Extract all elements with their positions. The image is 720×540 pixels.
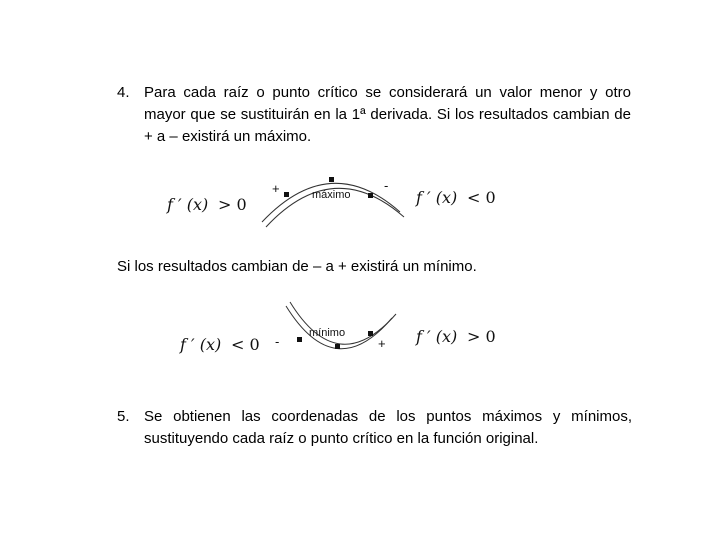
max-left-condition-fx: f ′ (x) (167, 195, 209, 214)
step-4-text: Para cada raíz o punto crítico se considerará un valor menor y otro mayor que se sustituirán en la 1ª derivada. Si los resultados cambian de + a – existirá un máximo. (144, 84, 631, 145)
step-5-number: 5. (117, 408, 130, 425)
min-point-right (368, 331, 373, 336)
min-left-condition-relation: < 0 (231, 335, 260, 354)
max-right-condition-relation: < 0 (467, 188, 496, 207)
min-right-condition-relation: > 0 (467, 327, 496, 346)
max-point-top (329, 177, 334, 182)
max-point-left (284, 192, 289, 197)
max-right-sign: - (384, 178, 389, 193)
max-right-condition-fx: f ′ (x) (416, 188, 458, 207)
min-left-sign: - (275, 334, 280, 349)
step-4-number: 4. (117, 84, 130, 101)
max-left-condition-relation: > 0 (218, 195, 247, 214)
step-5 (117, 406, 637, 456)
step-5-text: Se obtienen las coordenadas de los puntos máximos y mínimos, sustituyendo cada raíz o punto crítico en la función original. (144, 408, 632, 447)
maximo-diagram (166, 177, 496, 227)
min-right-condition-fx: f ′ (x) (416, 327, 458, 346)
min-point-left (297, 337, 302, 342)
minimo-rule-text: Si los resultados cambian de – a + existirá un mínimo. (117, 258, 477, 275)
max-label: máximo (312, 189, 351, 201)
minimo-diagram (179, 302, 496, 354)
min-right-sign: + (378, 336, 386, 351)
min-label: mínimo (309, 327, 346, 339)
min-point-bottom (335, 344, 340, 349)
max-left-sign: + (272, 181, 280, 196)
min-left-condition-fx: f ′ (x) (180, 335, 222, 354)
max-point-right (368, 193, 373, 198)
